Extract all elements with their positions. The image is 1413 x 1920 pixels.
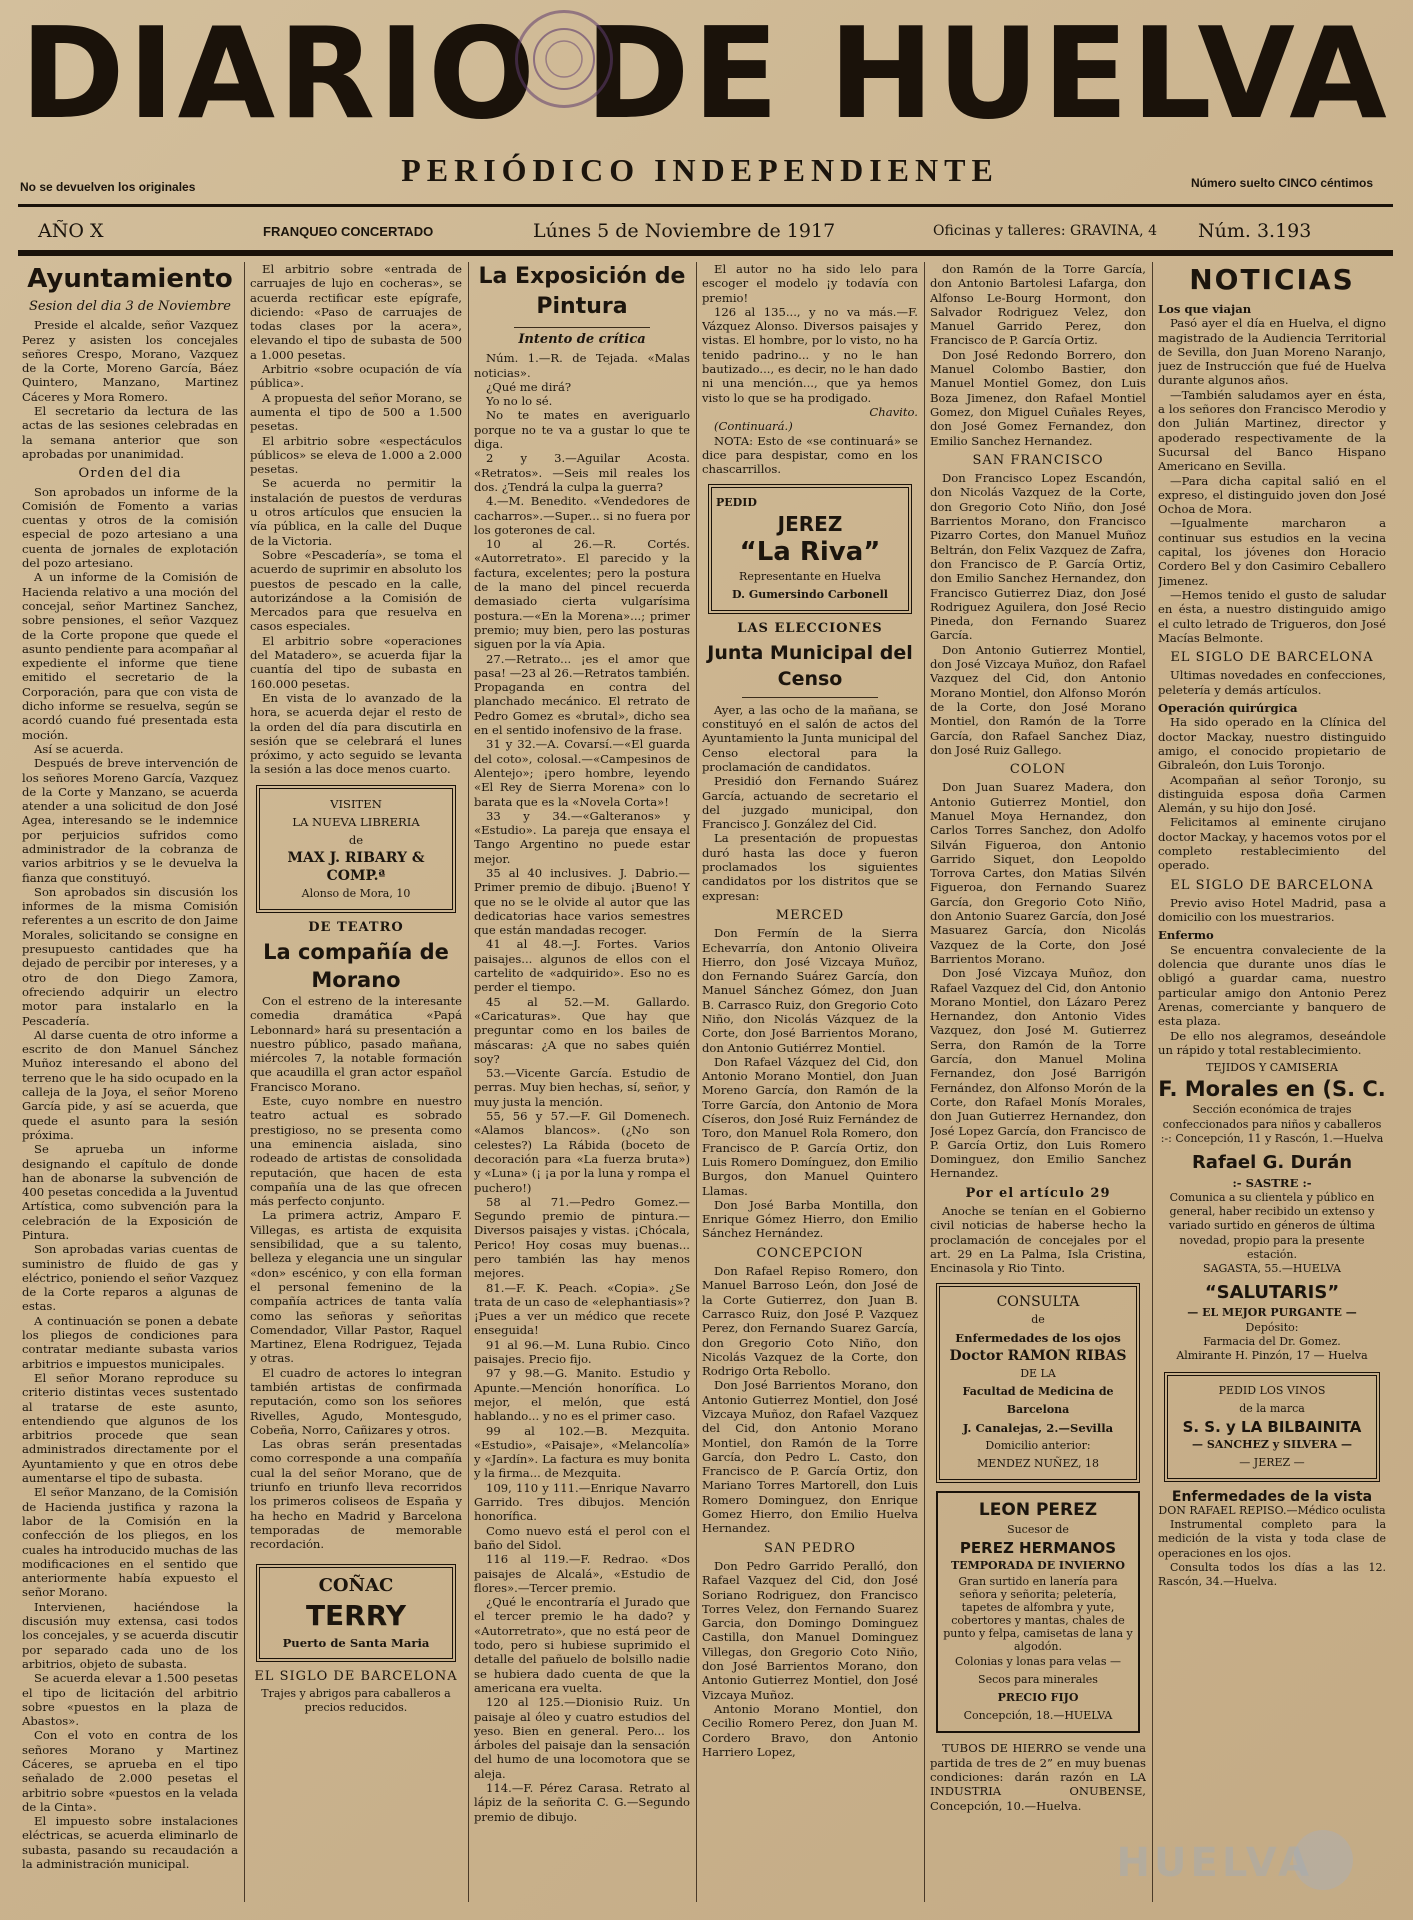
ad-salutaris-title: “SALUTARIS” [1204, 1282, 1340, 1304]
section-heading: Operación quirúrgica [1158, 701, 1298, 716]
masthead-title: DIARIO DE HUELVA [20, 0, 1390, 147]
paragraph: Sobre «Pescadería», se toma el acuerdo de suprimir en absoluto los puestos de pescado en la calle, autorizándose a la Comisión de Mercados para que resuelva en casos especiales. [250, 547, 462, 634]
ad-line: S. S. y LA BILBAINITA [1182, 1417, 1362, 1436]
paragraph: Con el voto en contra de los señores Morano y Martinez Cáceres, se aprueba en el tipo señalado de 2.000 pesetas el arbitrio sobre «puestos en la velada de la Cinta». [22, 1728, 238, 1814]
ad-line: — EL MEJOR PURGANTE — [1187, 1306, 1357, 1320]
column-rule [468, 262, 469, 1902]
ad-line: de [1031, 1313, 1045, 1327]
ad-line: — SANCHEZ y SILVERA — [1192, 1437, 1352, 1451]
paragraph: Preside el alcalde, señor Vazquez Perez y asisten los concejales señores Crespo, Morano, Vazquez de la Corte, Moreno García, Báez Quintero, Manzano, Martinez Cáceres y Mora Romero. [22, 318, 238, 404]
ad-line: LEON PEREZ [978, 1500, 1098, 1521]
ad-siglo-title: EL SIGLO DE BARCELONA [254, 1668, 458, 1684]
paragraph: En vista de lo avanzado de la hora, se acuerda dejar el resto de la orden del día para discutirla en sesión que se celebrará el lunes próximo, y acto seguido se levanta la sesión a las doce menos cuarto. [250, 690, 462, 777]
paragraph: Don Francisco Lopez Escandón, don Nicolás Vazquez de la Corte, don Gregorio Coto Niño, don José Barrientos Morano, don Francisco Pizarro Cortes, don Manuel Muñoz Beltrán, don Felix Vazquez de Zafra, don Francisco de P. García Ortiz, don Emilio Sanchez Hernandez, don Francisco Gutierrez Diaz, don José Rodriguez Aguilera, don José Recio Pineda, don Fernando Suarez García. [930, 471, 1146, 643]
masthead-subtitle: PERIÓDICO INDEPENDIENTE [401, 152, 999, 188]
paragraph: Al darse cuenta de otro informe a escrito de don Manuel Sánchez Muñoz interesando el abono del terreno que le ha sido ocupado en la calleja de la Joya, el señor Moreno García pide, y así se acuerda, que quede el asunto para la sesión próxima. [22, 1027, 238, 1142]
exposicion-entry: Núm. 1.—R. de Tejada. «Malas noticias». [474, 351, 690, 380]
paragraph: 126 al 135..., y no va más.—F. Vázquez Alonso. Diversos paisajes y vistas. El hombre, por lo visto, no ha tenido padrino... y no le han bautizado..., es decir, no le han dado ni una mención..., que ya hemos visto lo que se ha prodigado. [702, 304, 918, 405]
header-rule [18, 250, 1393, 256]
exposicion-entry: 10 al 26.—R. Cortés. «Autorretrato». El parecido y la factura, excelentes; pero la postura de la mano del pincel recuerda demasiado cierta vulgarísima postura.—«En la Morena»...; primer premio; muy bien, pero las posturas siguen por la vía Apia. [474, 537, 690, 652]
ad-line: CONSULTA [996, 1294, 1080, 1311]
paragraph: TUBOS DE HIERRO se vende una partida de tres de 2” en muy buenas condiciones: darán razón en LA INDUSTRIA ONUBENSE, Concepción, 10.—Huelva. [930, 1741, 1146, 1813]
section-heading: Los que viajan [1158, 302, 1252, 316]
ad-siglo-title: EL SIGLO DE BARCELONA [1170, 650, 1374, 666]
paragraph: Ha sido operado en la Clínica del doctor Mackay, nuestro distinguido amigo, el conocido propietario de Gibraleón, don Luis Toronjo. [1158, 715, 1386, 773]
theater-kicker: DE TEATRO [308, 919, 404, 935]
column-exposicion [474, 262, 690, 1902]
ad-line: — JEREZ — [1239, 1455, 1305, 1469]
paragraph: Se acuerda no permitir la instalación de puestos de verduras u otros artículos que ensucien la vía pública, en la calle del Duque de la Victoria. [250, 476, 462, 548]
ad-line: Almirante H. Pinzón, 17 — Huelva [1176, 1349, 1368, 1363]
paragraph: Anoche se tenían en el Gobierno civil noticias de haberse hecho la proclamación de concejales por el art. 29 en La Palma, Isla Cristina, Encinasola y Rio Tinto. [930, 1204, 1146, 1276]
exposicion-entry: 58 al 71.—Pedro Gomez.—Segundo premio de pintura.—Diversos paisajes y vistas. ¡Chócala, Perico! Hoy cosas muy buenas... pero también las hay menos mejores. [474, 1194, 690, 1281]
paragraph: La primera actriz, Amparo F. Villegas, es artista de exquisita sensibilidad, que a su talento, belleza y elegancia une un singular «don» escénico, y con ella forman el personal femenino de la compañía actrices de tanta valía como las señoras y señoritas Comendador, Villar Pastor, Raquel Martinez, Elena Rodriguez, Tejada y otras. [250, 1208, 462, 1366]
dateline-offices: Oficinas y talleres: GRAVINA, 4 [933, 223, 1157, 239]
exposicion-entry: 91 al 96.—M. Luna Rubio. Cinco paisajes. Precio fijo. [474, 1337, 690, 1367]
paragraph: A continuación se ponen a debate los pliegos de condiciones para contratar mediante subasta varios arbitrios e impuestos municipales. [22, 1313, 238, 1371]
ad-line: DE LA [1020, 1367, 1056, 1381]
district-heading: SAN FRANCISCO [972, 452, 1104, 468]
paragraph: De ello nos alegramos, deseándole un rápido y total restablecimiento. [1158, 1028, 1386, 1057]
exposicion-entry: 45 al 52.—M. Gallardo. «Caricaturas». Que hay que preguntar como en los bailes de máscaras: ¿A que no sabes quién soy? [474, 994, 690, 1066]
paragraph: —También saludamos ayer en ésta, a los señores don Francisco Merodio y don Julián Martinez, director y apoderado respectivamente de la Sucursal del Banco Hispano Americano en Sevilla. [1158, 387, 1386, 474]
ad-siglo-title: EL SIGLO DE BARCELONA [1170, 877, 1374, 893]
paragraph: don Ramón de la Torre García, don Antonio Bartolesi Lafarga, don Alfonso Le-Bourg Hormont, don Salvador Rodriguez Velez, don Manuel Garrido Perez, don Francisco de P. García Ortiz. [930, 262, 1146, 348]
divider [742, 697, 878, 698]
ad-vinos [1164, 1372, 1380, 1482]
section-heading: Orden del dia [78, 466, 182, 482]
paragraph: Don Pedro Garrido Peralló, don Rafael Vazquez del Cid, don José Soriano Rodriguez, don Francisco Torres Velez, don Fernando Suarez Garcia, don Domingo Dominguez Castilla, don Manuel Dominguez Villegas, don Gregorio Coto Niño, don José Barrientos Morano, don Antonio Gutierrez Montiel, don José Vizcaya Muñoz. [702, 1558, 918, 1702]
paragraph: El cuadro de actores lo integran también artistas de confirmada reputación, como son los señores Rivelles, Agudo, Montesgudo, Cobeña, Norro, Cañizares y otros. [250, 1365, 462, 1437]
ad-line: TERRY [305, 1598, 407, 1632]
ad-line: JEREZ [777, 512, 843, 537]
exposicion-entry: 31 y 32.—A. Covarsí.—«El guarda del coto», colosal.—«Campesinos de Alentejo»; ¡pero hombre, leyendo «El Rey de Sierra Morena» con lo barata que es la «Novela Corta»! [474, 737, 690, 809]
exposicion-entry: 116 al 119.—F. Redrao. «Dos paisajes de Alcalá», «Estudio de flores».—Tercer premio. [474, 1552, 690, 1595]
exposicion-entry: 2 y 3.—Aguilar Acosta. «Retratos». —Seis mil reales los dos. ¿Tendrá la culpa la guerra? [474, 451, 690, 494]
paragraph: Se aprueba un informe designando el capítulo de donde han de abonarse la subvención de 400 pesetas concedida a la Juventud Artística, como subvención para la celebración de la Exposición de Pintura. [22, 1142, 238, 1242]
column-arbitrios [250, 262, 462, 1902]
paragraph: Son aprobados un informe de la Comisión de Fomento a varias cuentas y otros de la comisión especial de pozo artesiano a una cuenta de jornales de explotación del pozo artesiano. [22, 484, 238, 571]
elections-title: Junta Municipal del Censo [707, 641, 913, 690]
exposicion-entry: 27.—Retrato... ¡es el amor que pasa! —23 al 26.—Retratos también. Propaganda en contra del planchado mecánico. El retrato de Pedro Gomez es «brutal», dicho sea en el sentido inofensivo de la frase. [474, 651, 690, 738]
exposicion-entries [474, 351, 690, 1824]
ad-line: TEJIDOS Y CAMISERIA [1206, 1061, 1338, 1075]
paragraph: Arbitrio «sobre ocupación de vía pública». [250, 362, 462, 391]
column-ayuntamiento [22, 262, 238, 1902]
paragraph: Así se acuerda. [34, 741, 124, 756]
exposicion-entry: 99 al 102.—B. Mezquita. «Estudio», «Paisaje», «Melancolía» y «Jardín». La factura es muy bonita y la firma... de Mezquita. [474, 1423, 690, 1481]
paragraph: Don Rafael Repiso Romero, don Manuel Barroso León, don José de la Corte Gutierrez, don Juan B. Carrasco Ruiz, don José P. Vazquez Perez, don Fernando Suarez García, don Gregorio Coto Niño, don Nicolás Vazquez de la Corte, don Rodrigo Orta Rebollo. [702, 1264, 918, 1379]
ad-line: Sección económica de trajes confeccionados para niños y caballeros :-: Concepción, 11 y Rascón, 1.—Huelva [1160, 1103, 1384, 1146]
ad-vista-title: Enfermedades de la vista [1171, 1488, 1373, 1505]
ad-line: VISITEN [330, 796, 382, 811]
ayuntamiento-title: Ayuntamiento [27, 264, 233, 294]
ad-line: Farmacia del Dr. Gomez. [1203, 1335, 1341, 1348]
ad-line: Puerto de Santa Maria [282, 1635, 430, 1650]
ad-duran-title: Rafael G. Durán [1191, 1152, 1353, 1174]
ad-line: Representante en Huelva [739, 570, 881, 584]
exposicion-entry: ¿Qué le encontraría el Jurado que el tercer premio le ha dado? y «Autorretrato», que no está peor de todo, pero si hubiese suprimido el detalle del pañuelo de bolsillo nadie se hubiera dado cuenta de que la americana era vuelta. [474, 1595, 690, 1695]
exposicion-entry: Como nuevo está el perol con el baño del Sidol. [474, 1523, 690, 1552]
paragraph: El secretario da lectura de las actas de las sesiones celebradas en la semana anterior que son aprobadas por unanimidad. [22, 404, 238, 461]
paragraph: El arbitrio sobre «operaciones del Matadero», se acuerda fijar la cuantía del tipo de subasta en 160.000 pesetas. [250, 633, 462, 691]
ad-line: Comunica a su clientela y público en general, haber recibido un extenso y variado surtido en géneros de última novedad, propio para la presente estación. [1168, 1190, 1376, 1261]
watermark-text: HUELVA [1116, 1840, 1313, 1886]
paragraph: NOTA: Esto de «se continuará» se dice para despistar, como en los chascarrillos. [702, 433, 918, 477]
seal-ring-icon [529, 24, 599, 94]
paragraph: —Para dicha capital salió en el expreso, el distinguido joven don José Ochoa de Mora. [1158, 473, 1386, 517]
district-heading: SAN PEDRO [764, 1540, 856, 1556]
paragraph: Don Fermín de la Sierra Echevarría, don Antonio Oliveira Hierro, don José Vizcaya Muñoz, don Fernando Suárez García, don Manuel Sánchez Gómez, don Juan B. Carrasco Ruiz, don Gregorio Coto Niño, don Nicolás Vázquez de la Corte, don José Barrientos Morano, don Antonio Gutiérrez Montiel. [702, 926, 918, 1055]
exposicion-title: La Exposición de Pintura [478, 264, 686, 319]
exposicion-entry: 120 al 125.—Dionisio Ruiz. Un paisaje al óleo y cuatro estudios del yeso. Bien en general. Pero... los árboles del paisaje dan la sensación del humo de una locomotora que se aleja. [474, 1695, 690, 1781]
ad-line: Doctor RAMON RIBAS [949, 1348, 1127, 1365]
paragraph: Las obras serán presentadas como corresponde a una compañía cual la del señor Morano, que de triunfo en triunfo lleva recorridos los primeros coliseos de España y ha hecho en Madrid y Barcelona temporadas de memorable recordación. [250, 1437, 462, 1552]
ad-line: SAGASTA, 55.—HUELVA [1203, 1262, 1341, 1276]
exposicion-subtitle: Intento de crítica [518, 332, 646, 347]
ad-line: :- SASTRE :- [1232, 1176, 1312, 1191]
column-rule [1152, 262, 1153, 1902]
district-heading: MERCED [775, 907, 845, 923]
paragraph: Felicitamos al eminente cirujano doctor Mackay, y hacemos votos por el completo restablecimiento del operado. [1158, 815, 1386, 873]
paragraph: Después de breve intervención de los señores Moreno García, Vazquez de la Corte y Manzano, se acuerda atender a una solicitud de don José Agea, interesando se le indemnice por perjuicios sufridos como administrador de la cobranza de varios arbitrios y se le devuelva la fianza que constituyó. [22, 756, 238, 885]
paragraph: Don Rafael Vázquez del Cid, don Antonio Morano Montiel, don Juan Moreno García, don Ramón de la Torre García, don Antonio de Mora Císeros, don José Ruiz Fernández de Toro, don Manuel Rola Romero, don Francisco de P. García Ortiz, don Luis Romero Domínguez, don Emilio Burgos, don Manuel Quintero Llamas. [702, 1054, 918, 1198]
dateline-postage: FRANQUEO CONCERTADO [263, 224, 434, 239]
masthead-note-left: No se devuelven los originales [20, 180, 196, 194]
exposicion-entry: ¿Qué me dirá? [486, 379, 572, 394]
paragraph: El señor Manzano, de la Comisión de Hacienda justifica y razona la labor de la Comisión en la confección de los pliegos, en los cuales ha introducido muchas de las modificaciones en el sentido que anteriormente había expuesto el señor Morano. [22, 1485, 238, 1600]
paragraph: Se encuentra convaleciente de la dolencia que durante unos días le obligó a guardar cama, nuestro particular amigo don Antonio Perez Arenas, comerciante y banquero de esta plaza. [1158, 942, 1386, 1029]
exposicion-entry: 97 y 98.—G. Manito. Estudio y Apunte.—Mención honorífica. Lo mejor, el melón, que está hablando... y no es el primer caso. [474, 1366, 690, 1424]
paragraph: Este, cuyo nombre en nuestro teatro actual es sobrado prestigioso, no se presenta como una eminencia aislada, sino rodeado de artistas de consolidada reputación, que hacen de esta compañía una de las que ofrecen más perfecto conjunto. [250, 1094, 462, 1209]
paragraph: Con el estreno de la interesante comedia dramática «Papá Lebonnard» hará su presentación a nuestro público, pasado mañana, miércoles 7, la notable formación que acaudilla el gran actor español Francisco Morano. [250, 993, 462, 1094]
signature: Chavito. [869, 404, 918, 419]
column-rule [924, 262, 925, 1902]
column-noticias [1158, 262, 1386, 1902]
ad-line: D. Gumersindo Carbonell [732, 588, 888, 602]
top-rule [18, 204, 1393, 207]
paragraph: Acompañan al señor Toronjo, su distinguida esposa doña Carmen Alemán, y su hijo don José. [1158, 772, 1386, 816]
paragraph: Son aprobadas varias cuentas de suministro de fluido de gas y eléctrico, poniendo el señor Vazquez de la Corte reparos a algunas de estas. [22, 1242, 238, 1314]
art29-heading: Por el artículo 29 [965, 1185, 1111, 1201]
dateline-date: Lúnes 5 de Noviembre de 1917 [533, 220, 836, 242]
paragraph: —Hemos tenido el gusto de saludar en ésta, a nuestro distinguido amigo el culto letrado de Trigueros, don José Macías Belmonte. [1158, 587, 1386, 645]
ad-line: PRECIO FIJO [997, 1691, 1079, 1705]
ad-line: MAX J. RIBARY & COMP.ª [287, 849, 425, 884]
ad-ribas [936, 1283, 1140, 1483]
exposicion-entry: 53.—Vicente García. Estudio de perras. Muy bien hechas, sí, señor, y muy justa la mención. [474, 1066, 690, 1109]
paragraph: La presentación de propuestas duró hasta las doce y fueron proclamados los siguientes candidatos por los distritos que se expresan: [702, 831, 918, 903]
ad-line: PEREZ HERMANOS [959, 1539, 1117, 1558]
paragraph: Don José Vizcaya Muñoz, don Rafael Vazquez del Cid, don Antonio Morano Montiel, don Lázaro Perez Hernandez, don Antonio Vides Vazquez, don José M. Gutierrez Serra, don Ramón de la Torre García, don Manuel Molina Fernandez, don José Barrigón Fernández, don Alfonso Morón de la Corte, don Rafael Monís Morales, don Juan Gutierrez Hernandez, don José Lopez García, don Francisco de P. García Ortiz, don Luis Romero Dominguez, don Emilio Sanchez Hernandez. [930, 966, 1146, 1181]
column-elecciones [702, 262, 918, 1902]
ad-line: PEDID [716, 496, 757, 510]
paragraph: —Igualmente marcharon a continuar sus estudios en la vecina capital, los jóvenes don Horacio Cordero Bel y don Casimiro Ceballero Jimenez. [1158, 516, 1386, 588]
exposicion-entry: 81.—F. K. Peach. «Copia». ¿Se trata de un caso de «elephantiasis»? ¡Pues a ver un médico que recete enseguida! [474, 1280, 690, 1338]
exposicion-entry: 114.—F. Pérez Carasa. Retrato al lápiz de la señorita C. G.—Segundo premio de dibujo. [474, 1780, 690, 1824]
exposicion-entry: 4.—M. Benedito. «Vendedores de cacharros».—Super... si no fuera por los goterones de cal. [474, 494, 690, 537]
ad-line: Concepción, 18.—HUELVA [963, 1709, 1113, 1723]
paragraph: Don Juan Suarez Madera, don Antonio Gutierrez Montiel, don Manuel Moya Hernandez, don Carlos Torres Sanchez, don Adolfo Silván Figueroa, don Antonio Garrido Siquet, don Leopoldo Torrova Cartes, don Matias Silvén Figueroa, don Fernando Suarez García, don Gregorio Coto Niño, don Antonio Suarez García, don José Masuarez García, don Nicolás Vazquez de la Corte, don José Barrientos Morano. [930, 780, 1146, 966]
exposicion-entry: 41 al 48.—J. Fortes. Varios paisajes... algunos de ellos con el cartelito de «adquirido». Eso no es perder el tiempo. [474, 937, 690, 995]
exposicion-entry: 35 al 40 inclusives. J. Dabrio.—Primer premio de dibujo. ¡Bueno! Y que no se le olvide al autor que las dedicatorias hace varios semestres que están mandadas recoger. [474, 865, 690, 938]
paragraph: Ultimas novedades en confecciones, peletería y demás artículos. [1158, 668, 1386, 697]
ad-line: DON RAFAEL REPISO.—Médico oculista [1158, 1503, 1386, 1517]
masthead-note-right: Número suelto CINCO céntimos [1190, 176, 1373, 190]
paragraph: Previo aviso Hotel Madrid, pasa a domicilio con los muestrarios. [1158, 895, 1386, 925]
theater-title: La compañía de Morano [263, 939, 449, 992]
ad-line: TEMPORADA DE INVIERNO [951, 1559, 1125, 1573]
ad-leon-perez [936, 1491, 1140, 1733]
exposicion-entry: 33 y 34.—«Galteranos» y «Estudio». La pareja que ensaya el Tango Argentino no puede estar mejor. [474, 808, 690, 866]
section-heading: Enfermo [1158, 928, 1214, 943]
paragraph: Presidió don Fernando Suárez García, actuando de secretario el del juzgado municipal, don Francisco J. González del Cid. [702, 774, 918, 832]
paragraph: Se acuerda elevar a 1.500 pesetas el tipo de licitación del arbitrio sobre «puestos en la plaza de Abastos». [22, 1671, 238, 1729]
ad-terry [256, 1564, 456, 1662]
ad-line: Colonias y lonas para velas — Secos para minerales [955, 1655, 1121, 1687]
divider [514, 327, 650, 328]
paragraph: El autor no ha sido lelo para escoger el modelo ¡y todavía con premio! [702, 262, 918, 305]
paragraph: Intervienen, haciéndose la discusión muy extensa, casi todos los concejales, y se acuerda discutir por separado cada uno de los arbitrios, objeto de subasta. [22, 1599, 238, 1671]
ad-line: “La Riva” [739, 537, 881, 568]
continued: (Continuará.) [714, 419, 793, 434]
paragraph: Don José Barba Montilla, don Enrique Gómez Hierro, don Emilio Sánchez Hernández. [702, 1197, 918, 1241]
ad-line: PEDID LOS VINOS [1218, 1383, 1326, 1397]
paragraph: A propuesta del señor Morano, se aumenta el tipo de 500 a 1.500 pesetas. [250, 390, 462, 434]
elections-kicker: LAS ELECCIONES [737, 621, 883, 637]
paragraph: A un informe de la Comisión de Hacienda relativo a una moción del concejal, señor Martinez Sanchez, sobre pensiones, el señor Vazquez de la Corte propone que quede el asunto pendiente para acompañar al expediente el informe que tiene emitido el secretario de la Corporación, para que con vista de dicho informe se resuelva, según se acordó cuando fué presentada esta moción. [22, 570, 238, 742]
ad-line: Depósito: [1245, 1320, 1299, 1334]
paragraph: Don José Barrientos Morano, don Antonio Gutierrez Montiel, don José Vizcaya Muñoz, don Rafael Vazquez del Cid, don Antonio Morano Montiel, don Ramón de la Torre García, don Pedro L. Casto, don Francisco de P. García Ortiz, don Mariano Torres Martorell, don Luis Romero Dominguez, don Enrique Gomez Hierro, don Emilio Huelva Hernandez. [702, 1378, 918, 1536]
ayuntamiento-subtitle: Sesion del dia 3 de Noviembre [29, 299, 231, 314]
noticias-title: NOTICIAS [1189, 263, 1355, 296]
exposicion-entry: 109, 110 y 111.—Enrique Navarro Garrido. Tres dibujos. Mención honorífica. [474, 1480, 690, 1524]
ad-line: Alonso de Mora, 10 [301, 886, 411, 900]
column-rule [244, 262, 245, 1902]
paragraph: Don Antonio Gutierrez Montiel, don José Vizcaya Muñoz, don Rafael Vazquez del Cid, don Antonio Morano Montiel, don Alfonso Morón de la Corte, don José Morano Montiel, don Ramón de la Torre García, don Rafael Sanchez Diaz, don José Ruiz Gallego. [930, 642, 1146, 757]
dateline-year: AÑO X [38, 220, 104, 242]
ad-line: Domicilio anterior: [985, 1439, 1091, 1453]
ad-line: LA NUEVA LIBRERIA [292, 814, 420, 829]
ad-siglo-text: Trajes y abrigos para caballeros a precios reducidos. [261, 1686, 451, 1715]
paragraph: El arbitrio sobre «espectáculos públicos» se eleva de 1.000 a 2.000 pesetas. [250, 433, 462, 477]
district-heading: CONCEPCION [756, 1245, 864, 1261]
paragraph: Son aprobados sin discusión los informes de la misma Comisión referentes a un escrito de don Jaime Morales, solicitando se consigne en presupuesto cantidades que ha dejado de percibir por intereses, y a otro de don Diego Zamora, ofreciendo adquirir un electro motor para instalarlo en la Pescadería. [22, 884, 238, 1028]
paragraph: Antonio Morano Montiel, don Cecilio Romero Perez, don Juan M. Cordero Bravo, don Antonio Harriero Lopez, [702, 1701, 918, 1759]
ad-line: de la marca [1239, 1401, 1305, 1415]
ad-morales-title: F. Morales en (S. C. [1158, 1077, 1386, 1102]
dateline [18, 212, 1393, 248]
column-rule [696, 262, 697, 1902]
paragraph: Don José Redondo Borrero, don Manuel Colombo Bastier, don Manuel Montiel Gomez, don Luis Boza Jimenez, don Rafael Montiel Gomez, don Miguel Cuñales Reyes, don José Gomez Fernandez, don Emilio Sanchez Hernandez. [930, 347, 1146, 448]
ad-line: Facultad de Medicina de Barcelona [962, 1385, 1114, 1417]
ad-line: Enfermedades de los ojos [955, 1331, 1121, 1346]
paragraph: Ayer, a las ocho de la mañana, se constituyó en el salón de actos del Ayuntamiento la Junta municipal del Censo electoral para la proclamación de candidatos. [702, 702, 918, 774]
exposicion-entry: No te mates en averiguarlo porque no te va a gustar lo que te diga. [474, 408, 690, 452]
paragraph: Pasó ayer el día en Huelva, el digno magistrado de la Audiencia Territorial de Sevilla, don Juan Moreno Naranjo, juez de Instrucción que fué de Huelva durante algunos años. [1158, 316, 1386, 388]
exposicion-entry: 55, 56 y 57.—F. Gil Domenech. «Alamos blancos». (¿No son celestes?) La Rábida (boceto de decoración para «La fuerza bruta») y «Luna» (¡ ¡a por la luna y rompa el puchero!) [474, 1109, 690, 1195]
dateline-number: Núm. 3.193 [1198, 220, 1312, 242]
seal-icon [515, 10, 613, 108]
ad-line: de [348, 832, 364, 847]
ad-la-riva [708, 484, 912, 614]
ad-line: Instrumental completo para la medición de la vista y toda clase de operaciones en los ojos. [1158, 1518, 1386, 1560]
ad-line: MENDEZ NUÑEZ, 18 [977, 1457, 1099, 1471]
paragraph: El impuesto sobre instalaciones eléctricas, se acuerda eliminarlo de subasta, pasando su recaudación a la administración municipal. [22, 1814, 238, 1872]
ad-line: Sucesor de [1007, 1523, 1069, 1537]
district-heading: COLON [1009, 762, 1067, 778]
paragraph: El señor Morano reproduce su criterio distintas veces sustentado al tratarse de este asunto, entendiendo que algunos de los arbitrios procede que sean administrados directamente por el Ayuntamiento y que en otros debe aumentarse el tipo de subasta. [22, 1370, 238, 1486]
ad-line: Consulta todos los días a las 12. Rascón, 34.—Huelva. [1158, 1561, 1386, 1589]
ad-line: COÑAC [318, 1574, 394, 1596]
ad-line: J. Canalejas, 2.—Sevilla [962, 1421, 1114, 1436]
ad-line: Gran surtido en lanería para señora y señorita; peletería, tapetes de alfombra y yute, cobertores y mantas, chales de punto y felpa, camisetas de lana y algodón. [943, 1575, 1133, 1654]
exposicion-entry: Yo no lo sé. [486, 394, 553, 409]
column-candidatos [930, 262, 1146, 1902]
ad-libreria [256, 785, 456, 913]
paragraph: El arbitrio sobre «entrada de carruajes de lujo en cocheras», se acuerda rectificar este epígrafe, diciendo: «Paso de carruajes de todas clases por la acera», elevando el tipo de subasta de 500 a 1.000 pesetas. [250, 262, 462, 362]
